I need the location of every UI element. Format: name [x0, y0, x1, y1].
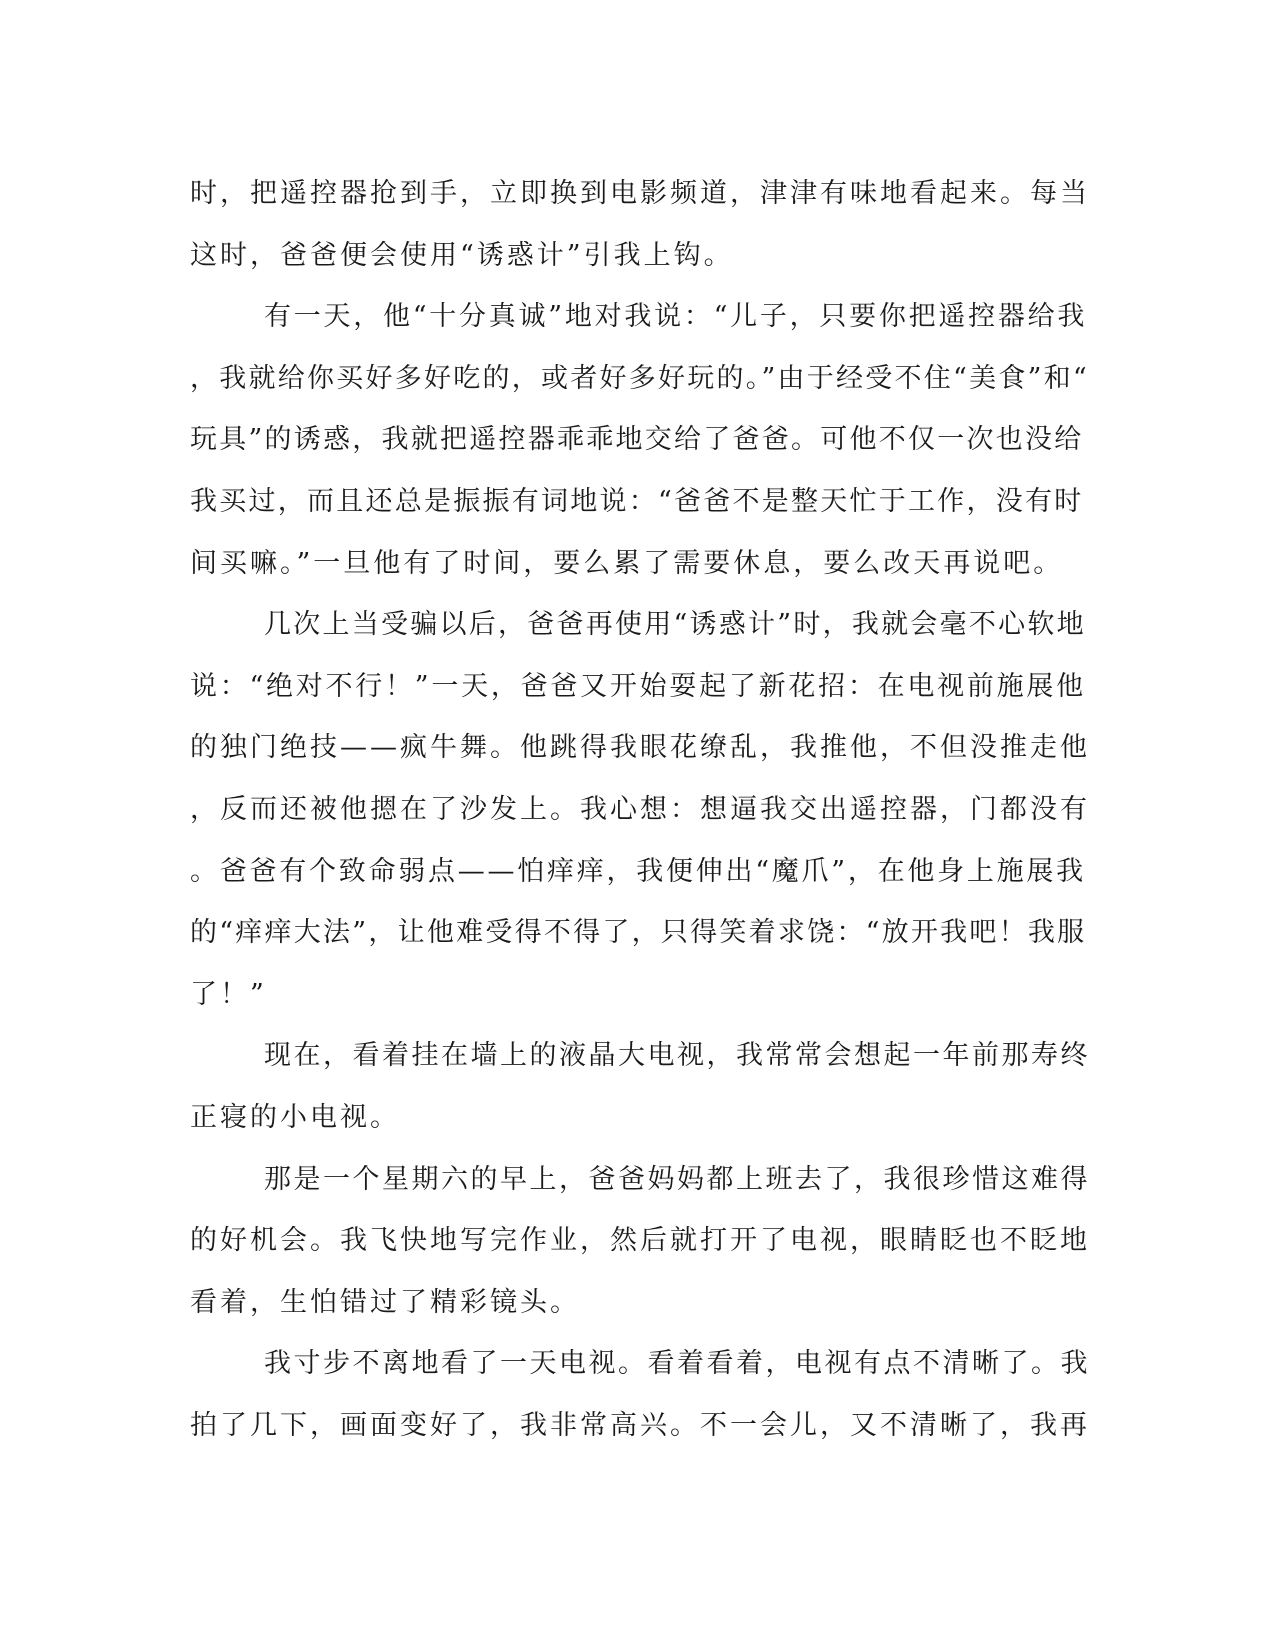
text-line: 玩具”的诱惑，我就把遥控器乖乖地交给了爸爸。可他不仅一次也没给 [190, 424, 1084, 456]
paragraph-start-line: 有一天，他“十分真诚”地对我说：“儿子，只要你把遥控器给我 [264, 301, 1088, 333]
text-line: 。爸爸有个致命弱点——怕痒痒，我便伸出“魔爪”，在他身上施展我 [190, 855, 1086, 887]
text-line: 间买嘛。”一旦他有了时间，要么累了需要休息，要么改天再说吧。 [190, 547, 1064, 579]
text-line: 这时，爸爸便会使用“诱惑计”引我上钩。 [190, 239, 734, 271]
text-line: 看着，生怕错过了精彩镜头。 [190, 1286, 580, 1318]
paragraph-start-line: 几次上当受骗以后，爸爸再使用“诱惑计”时，我就会毫不心软地 [264, 609, 1086, 641]
text-line: 时，把遥控器抢到手，立即换到电影频道，津津有味地看起来。每当 [190, 178, 1090, 209]
text-line: 拍了几下，画面变好了，我非常高兴。不一会儿，又不清晰了，我再 [190, 1409, 1090, 1441]
text-line: 的好机会。我飞快地写完作业，然后就打开了电视，眼睛眨也不眨地 [190, 1225, 1090, 1257]
text-line: 的“痒痒大法”，让他难受得不得了，只得笑着求饶：“放开我吧！我服 [190, 917, 1087, 949]
paragraph-start-line: 那是一个星期六的早上，爸爸妈妈都上班去了，我很珍惜这难得 [264, 1163, 1090, 1195]
text-line: ，我就给你买好多好吃的，或者好多好玩的。”由于经受不住“美食”和“ [190, 362, 1089, 394]
text-line: 正寝的小电视。 [190, 1101, 400, 1133]
text-line: 的独门绝技——疯牛舞。他跳得我眼花缭乱，我推他，不但没推走他 [190, 732, 1090, 764]
paragraph-start-line: 现在，看着挂在墙上的液晶大电视，我常常会想起一年前那寿终 [264, 1040, 1090, 1072]
body-text [190, 163, 1090, 1456]
text-line: 了！” [190, 978, 267, 1010]
paragraph-start-line: 我寸步不离地看了一天电视。看着看着，电视有点不清晰了。我 [264, 1348, 1090, 1380]
text-line: 我买过，而且还总是振振有词地说：“爸爸不是整天忙于工作，没有时 [190, 485, 1084, 517]
text-line: 说：“绝对不行！”一天，爸爸又开始耍起了新花招：在电视前施展他 [190, 670, 1086, 702]
text-line: ，反而还被他摁在了沙发上。我心想：想逼我交出遥控器，门都没有 [190, 793, 1090, 825]
